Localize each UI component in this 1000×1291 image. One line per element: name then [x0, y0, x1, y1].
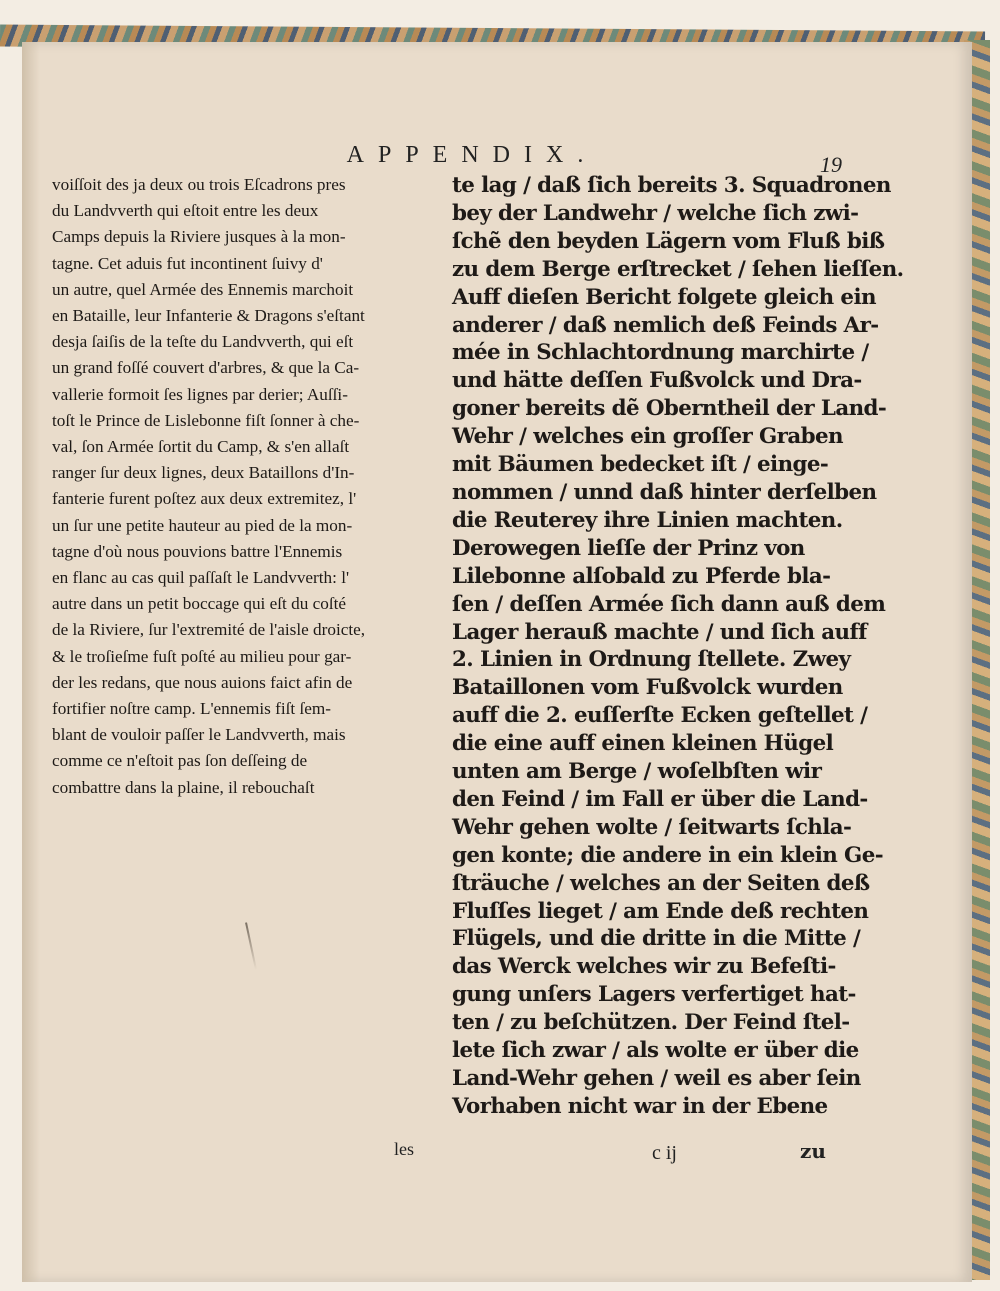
german-text-line: auff die 2. euſſerſte Ecken geſtellet / [452, 703, 868, 729]
french-text-line: un autre, quel Armée des Ennemis marchoit [52, 279, 354, 299]
german-text-line: Auff dieſen Bericht folgete gleich ein [452, 284, 876, 310]
german-text-line: lete ſich zwar / als wolte er über die [452, 1038, 859, 1064]
german-text-line: anderer / daß nemlich deß Feinds Ar- [452, 312, 879, 338]
french-text-line: der les redans, que nous auions faict afin de [52, 672, 353, 692]
french-text-line: en flanc au cas quil paſſaſt le Landvverth: l' [52, 568, 350, 588]
german-text-line: Wehr gehen wolte / ſeitwarts ſchla- [452, 814, 852, 840]
german-text-line: Land-Wehr gehen / weil es aber ſein [452, 1066, 861, 1091]
german-text-line: Bataillonen vom Fußvolck wurden [452, 675, 843, 701]
french-text-line: autre dans un petit boccage qui eſt du coſté [52, 594, 346, 614]
german-text-line: Lilebonne alſobald zu Pferde bla- [452, 563, 831, 589]
french-text-line: desja ſaiſis de la teſte du Landvverth, qui eſt [52, 332, 354, 352]
german-text-line: und hätte deſſen Fußvolck und Dra- [452, 368, 862, 394]
french-text-line: voiſſoit des ja deux ou trois Eſcadrons pres [52, 175, 346, 194]
german-text-line: bey der Landwehr / welche ſich zwi- [452, 200, 859, 226]
page-number: 19 [820, 152, 842, 177]
german-text-line: Flügels, und die dritte in die Mitte / [452, 926, 861, 952]
german-text-line: Wehr / welches ein groſſer Graben [452, 424, 843, 450]
german-text-line: unten am Berge / woſelbſten wir [452, 759, 822, 785]
german-text-line: das Werck welches wir zu Befeſti- [452, 954, 836, 980]
german-text-line: die Reuterey ihre Linien machten. [452, 507, 843, 533]
german-text-line: ſträuche / welches an der Seiten deß [452, 870, 870, 896]
french-text-line: fortifier noſtre camp. L'ennemis fiſt ſem- [52, 699, 331, 719]
french-text-line: tagne. Cet aduis fut incontinent ſuivy d' [52, 253, 323, 273]
german-text-line: gen konte; die andere in ein klein Ge- [452, 842, 883, 868]
french-text-line: vallerie formoit ſes lignes par derier; Auſſi- [52, 384, 348, 404]
german-text-line: die eine auff einen kleinen Hügel [452, 731, 834, 757]
french-text-line: fanterie furent poſtez aux deux extremitez, l' [52, 489, 357, 509]
german-text-line: gung unſers Lagers verfertiget hat- [452, 982, 856, 1008]
french-text-line: du Landvverth qui eſtoit entre les deux [52, 201, 319, 221]
german-text-line: Lager herauß machte / und ſich auff [452, 619, 867, 645]
french-catchword: les [394, 1139, 414, 1159]
german-text-line: ſchẽ den beyden Lägern vom Fluß biß [452, 228, 885, 254]
french-text-line: un ſur une petite hauteur au pied de la mon- [52, 515, 353, 535]
french-text-line: val, ſon Armée ſortit du Camp, & s'en allaſt [52, 437, 350, 457]
german-text-line: nommen / unnd daß hinter derſelben [452, 479, 877, 505]
french-text-line: en Bataille, leur Infanterie & Dragons s'eſtant [52, 306, 365, 326]
german-text-line: zu dem Berge erſtrecket / ſehen lieſſen. [452, 256, 904, 282]
french-text-line: comme ce n'eſtoit pas ſon deſſeing de [52, 751, 308, 771]
german-text-column [452, 172, 904, 1121]
french-text-line: & le troſieſme fuſt poſté au milieu pour gar- [52, 646, 352, 666]
french-text-line: ranger ſur deux lignes, deux Bataillons d'In- [52, 463, 355, 483]
signature-mark: c ij [652, 1142, 677, 1164]
book-page [22, 42, 972, 1282]
german-catchword: zu [800, 1139, 826, 1163]
french-text-line: Camps depuis la Riviere jusques à la mon- [52, 227, 346, 247]
german-text-line: Vorhaben nicht war in der Ebene [452, 1093, 828, 1119]
german-text-line: mit Bäumen bedecket iſt / einge- [452, 452, 829, 478]
german-text-line: Derowegen lieſſe der Prinz von [452, 535, 805, 561]
running-head: APPENDIX. [346, 142, 598, 168]
french-text-line: tagne d'où nous pouvions battre l'Ennemis [52, 541, 343, 561]
french-text-line: combattre dans la plaine, il rebouchaſt [52, 777, 315, 797]
french-text-line: toſt le Prince de Lislebonne fiſt ſonner à che- [52, 410, 360, 430]
german-text-line: ten / zu beſchützen. Der Feind ſtel- [452, 1010, 850, 1036]
ink-mark [245, 922, 257, 969]
gutter-shadow [22, 42, 40, 1282]
french-text-line: blant de vouloir paſſer le Landvverth, mais [52, 725, 346, 745]
german-text-line: mée in Schlachtordnung marchirte / [452, 340, 869, 366]
french-text-column [52, 172, 452, 801]
german-text-line: te lag / daß ſich bereits 3. Squadronen [452, 173, 891, 198]
french-text-line: de la Riviere, ſur l'extremité de l'aisle droicte, [52, 620, 366, 640]
german-text-line: ſen / deſſen Armée ſich dann auß dem [452, 591, 886, 617]
french-text-line: un grand foſſé couvert d'arbres, & que la Ca- [52, 358, 360, 378]
german-text-line: 2. Linien in Ordnung ſtellete. Zwey [452, 647, 851, 673]
german-text-line: goner bereits dẽ Oberntheil der Land- [452, 396, 887, 422]
german-text-line: den Feind / im Fall er über die Land- [452, 786, 868, 812]
german-text-line: Fluſſes lieget / am Ende deß rechten [452, 898, 869, 924]
